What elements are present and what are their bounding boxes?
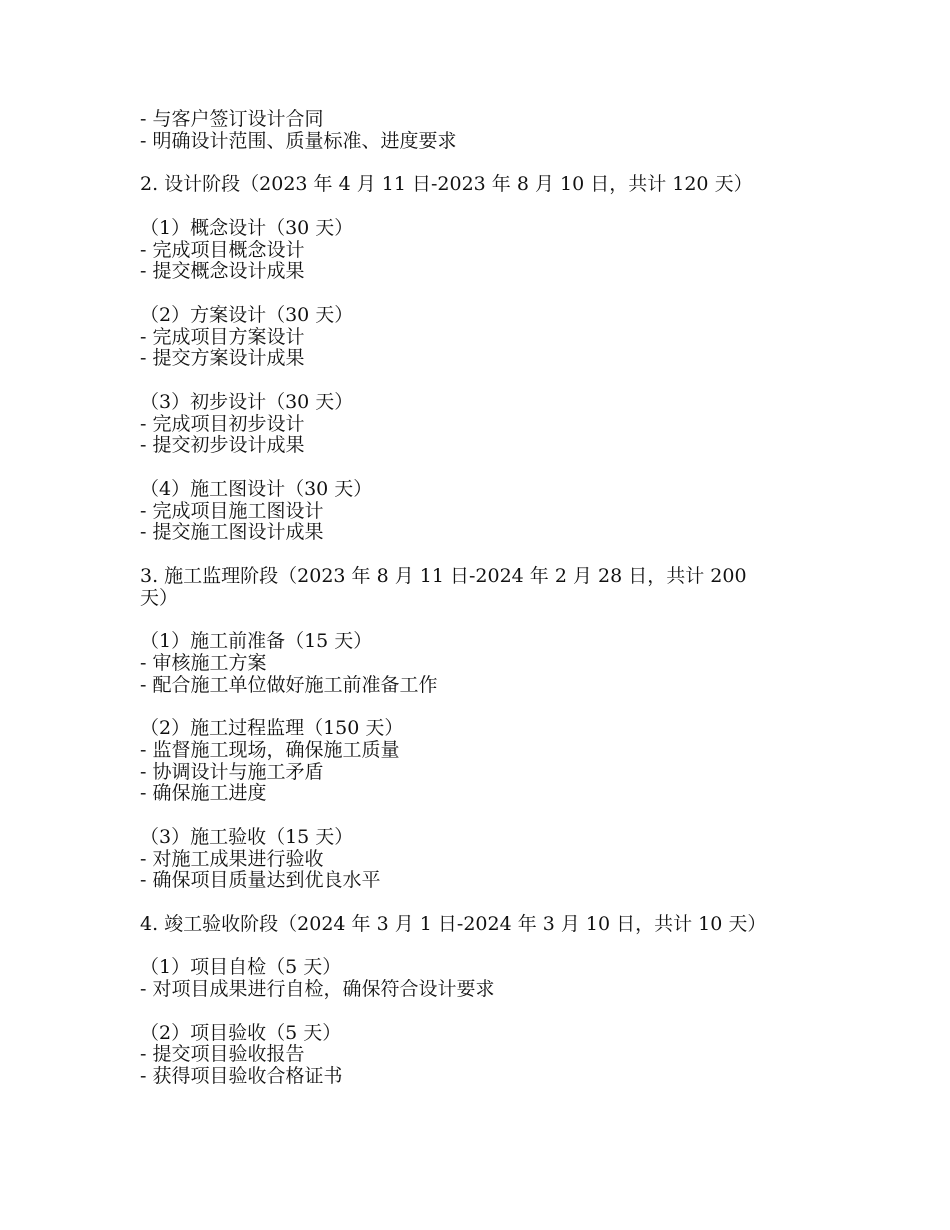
text-line: - 确保施工进度 xyxy=(140,782,267,805)
text-line: - 获得项目验收合格证书 xyxy=(140,1065,343,1087)
text-line: - 提交施工图设计成果 xyxy=(140,521,324,544)
text-line: - 提交初步设计成果 xyxy=(140,434,305,457)
blank-line xyxy=(140,283,790,305)
text-line: - 提交项目验收报告 xyxy=(140,1043,305,1066)
subsection-heading: （2）方案设计（30 天） xyxy=(140,303,354,326)
blank-line xyxy=(140,457,790,479)
text-line: - 协调设计与施工矛盾 xyxy=(140,760,324,783)
blank-line xyxy=(140,544,790,566)
document-page xyxy=(140,109,790,1088)
blank-line xyxy=(140,153,790,175)
section-heading-continued: 天） xyxy=(140,586,179,609)
blank-line xyxy=(140,696,790,718)
text-line: - 完成项目初步设计 xyxy=(140,412,305,435)
text-line: - 明确设计范围、质量标准、进度要求 xyxy=(140,129,457,152)
subsection-heading: （2）项目验收（5 天） xyxy=(140,1021,342,1044)
text-line: - 完成项目方案设计 xyxy=(140,325,305,348)
text-line: - 对项目成果进行自检，确保符合设计要求 xyxy=(140,978,495,1000)
section-heading: 2. 设计阶段（2023 年 4 月 11 日-2023 年 8 月 10 日，共计 120 天） xyxy=(140,173,753,196)
text-line: - 完成项目概念设计 xyxy=(140,238,305,261)
text-line: - 监督施工现场，确保施工质量 xyxy=(140,738,400,761)
text-line: - 配合施工单位做好施工前准备工作 xyxy=(140,673,438,696)
text-line: - 与客户签订设计合同 xyxy=(140,108,324,130)
blank-line xyxy=(140,1001,790,1023)
subsection-heading: （2）施工过程监理（150 天） xyxy=(140,717,404,739)
blank-line xyxy=(140,370,790,392)
subsection-heading: （1）项目自检（5 天） xyxy=(140,956,342,979)
subsection-heading: （4）施工图设计（30 天） xyxy=(140,477,373,500)
section-heading: 4. 竣工验收阶段（2024 年 3 月 1 日-2024 年 3 月 10 日，共计 10 天） xyxy=(140,912,767,935)
subsection-heading: （1）施工前准备（15 天） xyxy=(140,630,373,652)
text-line: - 提交概念设计成果 xyxy=(140,260,305,283)
blank-line xyxy=(140,196,790,218)
blank-line xyxy=(140,936,790,958)
blank-line xyxy=(140,805,790,827)
subsection-heading: （1）概念设计（30 天） xyxy=(140,216,354,239)
text-line: - 完成项目施工图设计 xyxy=(140,499,324,522)
subsection-heading: （3）施工验收（15 天） xyxy=(140,825,354,848)
blank-line xyxy=(140,609,790,631)
section-heading: 3. 施工监理阶段（2023 年 8 月 11 日-2024 年 2 月 28 日，共计 200 xyxy=(140,564,747,587)
text-line: - 确保项目质量达到优良水平 xyxy=(140,869,381,892)
text-line: - 对施工成果进行验收 xyxy=(140,847,324,870)
blank-line xyxy=(140,892,790,914)
subsection-heading: （3）初步设计（30 天） xyxy=(140,390,354,413)
text-line: - 审核施工方案 xyxy=(140,651,267,674)
text-line: - 提交方案设计成果 xyxy=(140,347,305,370)
